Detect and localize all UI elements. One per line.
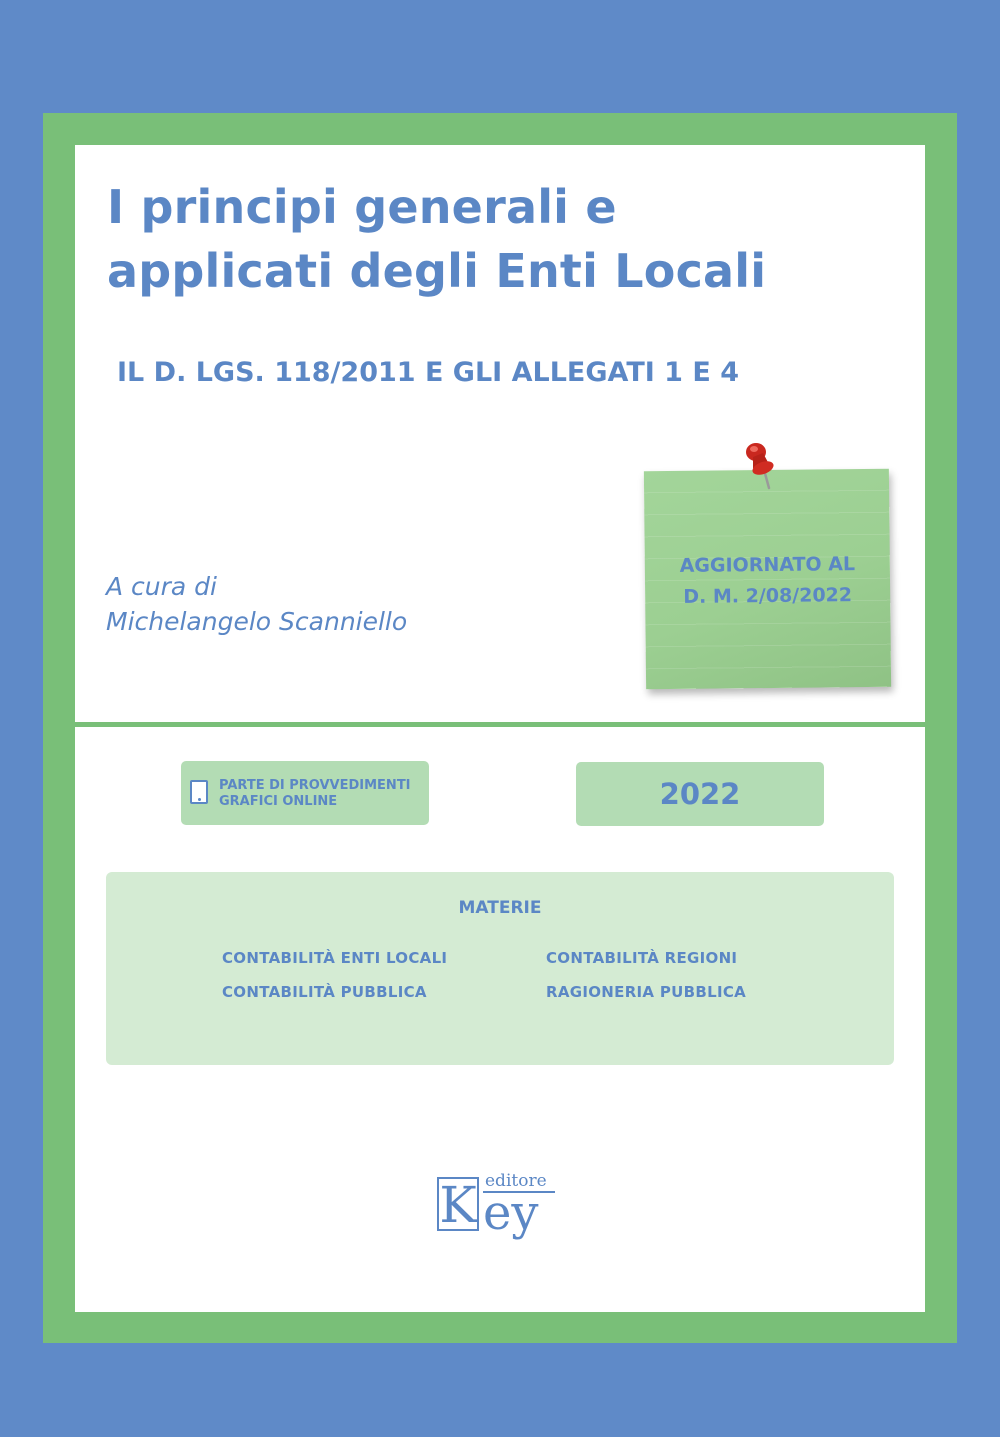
logo-editore: editore [485, 1171, 547, 1191]
sticky-note [644, 469, 891, 690]
logo-k: K [437, 1177, 479, 1231]
publisher-logo [437, 1169, 561, 1249]
cover-page [75, 145, 925, 1312]
online-text [219, 778, 411, 810]
materie-item: CONTABILITÀ PUBBLICA [222, 983, 427, 1001]
title-line-2: applicati degli Enti Locali [107, 244, 767, 298]
materie-item: CONTABILITÀ ENTI LOCALI [222, 949, 448, 967]
book-subtitle: IL D. LGS. 118/2011 E GLI ALLEGATI 1 E 4 [117, 357, 740, 388]
tablet-icon [190, 780, 208, 804]
online-line-2: GRAFICI ONLINE [219, 794, 338, 809]
author-name: Michelangelo Scanniello [106, 607, 408, 636]
book-title [107, 175, 907, 303]
online-line-1: PARTE DI PROVVEDIMENTI [219, 778, 411, 793]
logo-ey: ey [483, 1185, 539, 1241]
online-content-badge [181, 761, 429, 825]
materie-item: RAGIONERIA PUBBLICA [546, 983, 747, 1001]
section-divider [75, 722, 925, 727]
author-prefix: A cura di [106, 572, 217, 601]
materie-item: CONTABILITÀ REGIONI [546, 949, 738, 967]
note-line-2: D. M. 2/08/2022 [683, 584, 853, 608]
materie-title: MATERIE [458, 898, 542, 918]
note-line-1: AGGIORNATO AL [679, 553, 856, 577]
note-text [645, 549, 891, 614]
materie-panel [106, 872, 894, 1065]
author-block [106, 569, 407, 639]
year-badge: 2022 [576, 762, 824, 826]
pushpin-icon [733, 438, 793, 498]
title-line-1: I principi generali e [107, 180, 617, 234]
